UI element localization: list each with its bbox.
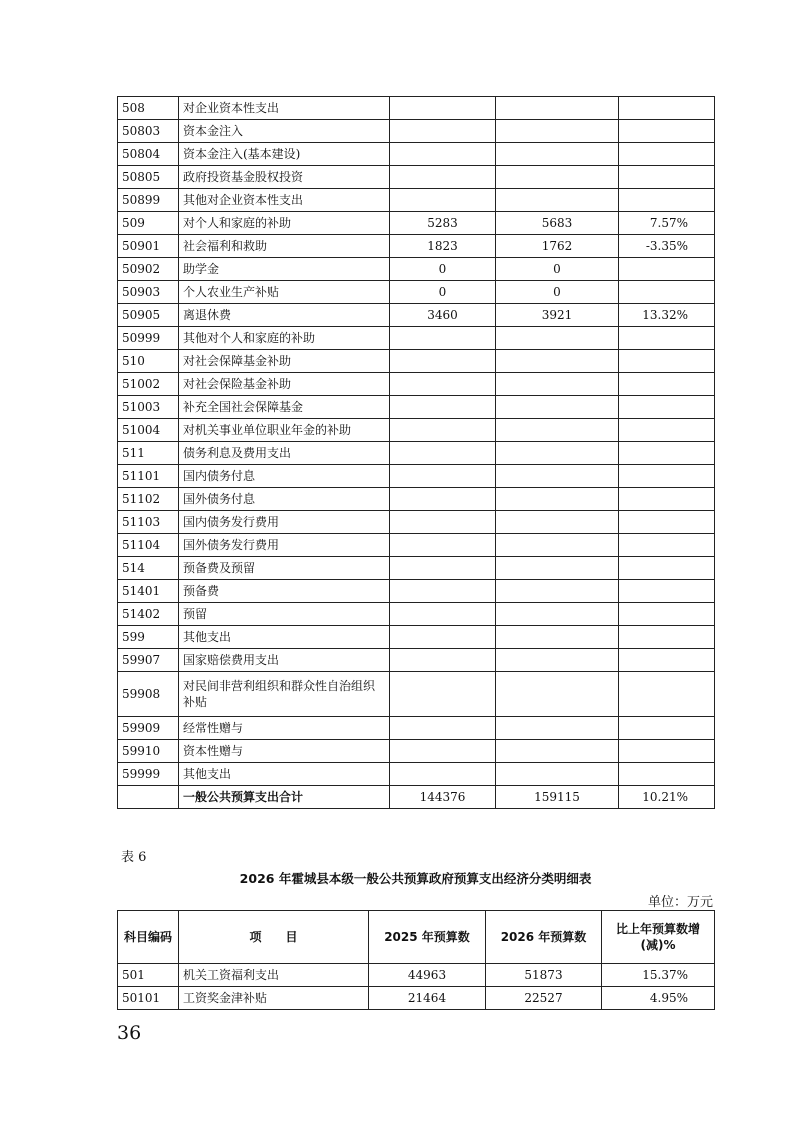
cell-code: 50902 bbox=[118, 258, 179, 281]
cell-item: 其他支出 bbox=[179, 763, 390, 786]
cell-2025 bbox=[390, 189, 496, 212]
cell-code: 51401 bbox=[118, 580, 179, 603]
cell-change bbox=[619, 580, 715, 603]
cell-item: 机关工资福利支出 bbox=[179, 964, 369, 987]
header-2026: 2026 年预算数 bbox=[486, 911, 602, 964]
cell-code: 599 bbox=[118, 626, 179, 649]
cell-2026: 0 bbox=[496, 281, 619, 304]
cell-2025: 0 bbox=[390, 281, 496, 304]
cell-2026 bbox=[496, 763, 619, 786]
cell-code: 51004 bbox=[118, 419, 179, 442]
cell-change bbox=[619, 717, 715, 740]
cell-code: 59908 bbox=[118, 672, 179, 717]
cell-change bbox=[619, 488, 715, 511]
expenditure-table-continued bbox=[117, 96, 715, 809]
cell-2025 bbox=[390, 488, 496, 511]
cell-item: 其他支出 bbox=[179, 626, 390, 649]
cell-code: 51104 bbox=[118, 534, 179, 557]
total-change: 10.21% bbox=[619, 786, 715, 809]
cell-change bbox=[619, 120, 715, 143]
cell-2026 bbox=[496, 373, 619, 396]
cell-2025: 1823 bbox=[390, 235, 496, 258]
table-row bbox=[118, 143, 715, 166]
header-2025: 2025 年预算数 bbox=[369, 911, 486, 964]
cell-2025 bbox=[390, 534, 496, 557]
cell-change bbox=[619, 763, 715, 786]
cell-2026 bbox=[496, 442, 619, 465]
cell-change bbox=[619, 373, 715, 396]
table-row bbox=[118, 465, 715, 488]
table-row bbox=[118, 327, 715, 350]
cell-change bbox=[619, 626, 715, 649]
cell-2025 bbox=[390, 396, 496, 419]
total-row bbox=[118, 786, 715, 809]
cell-change: -3.35% bbox=[619, 235, 715, 258]
cell-2026: 5683 bbox=[496, 212, 619, 235]
table-row bbox=[118, 281, 715, 304]
table-row bbox=[118, 304, 715, 327]
cell-code: 51402 bbox=[118, 603, 179, 626]
cell-item: 其他对个人和家庭的补助 bbox=[179, 327, 390, 350]
cell-2026 bbox=[496, 465, 619, 488]
cell-code: 510 bbox=[118, 350, 179, 373]
cell-2026 bbox=[496, 672, 619, 717]
header-row bbox=[118, 911, 715, 964]
cell-item: 债务利息及费用支出 bbox=[179, 442, 390, 465]
table-row bbox=[118, 419, 715, 442]
cell-2026 bbox=[496, 580, 619, 603]
header-change: 比上年预算数增(减)% bbox=[602, 911, 715, 964]
cell-2025: 5283 bbox=[390, 212, 496, 235]
cell-2026 bbox=[496, 557, 619, 580]
cell-item: 个人农业生产补贴 bbox=[179, 281, 390, 304]
table-row bbox=[118, 672, 715, 717]
cell-change bbox=[619, 350, 715, 373]
cell-code: 50901 bbox=[118, 235, 179, 258]
cell-2025 bbox=[390, 143, 496, 166]
cell-2026 bbox=[496, 534, 619, 557]
table-row bbox=[118, 603, 715, 626]
cell-2026 bbox=[496, 189, 619, 212]
cell-code: 509 bbox=[118, 212, 179, 235]
cell-change bbox=[619, 465, 715, 488]
cell-2026 bbox=[496, 717, 619, 740]
table-label: 表 6 bbox=[121, 850, 147, 865]
cell-2025 bbox=[390, 442, 496, 465]
cell-item: 对社会保障基金补助 bbox=[179, 350, 390, 373]
cell-code: 50903 bbox=[118, 281, 179, 304]
cell-change bbox=[619, 442, 715, 465]
cell-2025 bbox=[390, 373, 496, 396]
cell-item: 补充全国社会保障基金 bbox=[179, 396, 390, 419]
cell-2025 bbox=[390, 465, 496, 488]
cell-2025 bbox=[390, 649, 496, 672]
cell-change bbox=[619, 672, 715, 717]
cell-item: 预备费及预留 bbox=[179, 557, 390, 580]
cell-2026 bbox=[496, 120, 619, 143]
table-row bbox=[118, 396, 715, 419]
cell-2025 bbox=[390, 166, 496, 189]
cell-item: 对企业资本性支出 bbox=[179, 97, 390, 120]
cell-change: 13.32% bbox=[619, 304, 715, 327]
cell-code: 51003 bbox=[118, 396, 179, 419]
cell-code: 59910 bbox=[118, 740, 179, 763]
cell-2026: 0 bbox=[496, 258, 619, 281]
cell-item: 国内债务付息 bbox=[179, 465, 390, 488]
cell-2026 bbox=[496, 603, 619, 626]
cell-change bbox=[619, 396, 715, 419]
cell-2025 bbox=[390, 672, 496, 717]
cell-item: 资本金注入(基本建设) bbox=[179, 143, 390, 166]
cell-2026: 3921 bbox=[496, 304, 619, 327]
cell-2026 bbox=[496, 396, 619, 419]
total-code bbox=[118, 786, 179, 809]
table-row bbox=[118, 235, 715, 258]
cell-code: 51102 bbox=[118, 488, 179, 511]
cell-item: 助学金 bbox=[179, 258, 390, 281]
cell-code: 50899 bbox=[118, 189, 179, 212]
table-row bbox=[118, 763, 715, 786]
cell-code: 50905 bbox=[118, 304, 179, 327]
cell-item: 工资奖金津补贴 bbox=[179, 987, 369, 1010]
cell-2025 bbox=[390, 511, 496, 534]
page-number: 36 bbox=[117, 1022, 142, 1044]
cell-item: 政府投资基金股权投资 bbox=[179, 166, 390, 189]
cell-2026: 51873 bbox=[486, 964, 602, 987]
cell-item: 对个人和家庭的补助 bbox=[179, 212, 390, 235]
cell-2026 bbox=[496, 626, 619, 649]
table-row bbox=[118, 987, 715, 1010]
total-2025: 144376 bbox=[390, 786, 496, 809]
cell-2026 bbox=[496, 350, 619, 373]
header-item: 项 目 bbox=[179, 911, 369, 964]
cell-2025 bbox=[390, 120, 496, 143]
cell-2026 bbox=[496, 649, 619, 672]
cell-2026 bbox=[496, 97, 619, 120]
cell-2025 bbox=[390, 557, 496, 580]
table-row bbox=[118, 511, 715, 534]
cell-item: 离退休费 bbox=[179, 304, 390, 327]
cell-change: 15.37% bbox=[602, 964, 715, 987]
cell-2025 bbox=[390, 763, 496, 786]
cell-code: 514 bbox=[118, 557, 179, 580]
unit-label: 单位：万元 bbox=[647, 895, 713, 910]
cell-2026 bbox=[496, 166, 619, 189]
cell-item: 国外债务发行费用 bbox=[179, 534, 390, 557]
cell-code: 511 bbox=[118, 442, 179, 465]
cell-2026 bbox=[496, 419, 619, 442]
table-title: 2026 年霍城县本级一般公共预算政府预算支出经济分类明细表 bbox=[239, 871, 592, 886]
total-label: 一般公共预算支出合计 bbox=[179, 786, 390, 809]
cell-item: 预留 bbox=[179, 603, 390, 626]
header-code: 科目编码 bbox=[118, 911, 179, 964]
cell-2025 bbox=[390, 740, 496, 763]
cell-code: 508 bbox=[118, 97, 179, 120]
table-row bbox=[118, 740, 715, 763]
cell-2026 bbox=[496, 740, 619, 763]
cell-2025 bbox=[390, 580, 496, 603]
cell-change bbox=[619, 166, 715, 189]
cell-code: 51103 bbox=[118, 511, 179, 534]
cell-2025: 21464 bbox=[369, 987, 486, 1010]
cell-change: 7.57% bbox=[619, 212, 715, 235]
cell-item: 资本金注入 bbox=[179, 120, 390, 143]
cell-item: 社会福利和救助 bbox=[179, 235, 390, 258]
table-row bbox=[118, 649, 715, 672]
table-row bbox=[118, 212, 715, 235]
cell-code: 59999 bbox=[118, 763, 179, 786]
cell-code: 50999 bbox=[118, 327, 179, 350]
cell-2025 bbox=[390, 419, 496, 442]
cell-2025 bbox=[390, 97, 496, 120]
cell-code: 501 bbox=[118, 964, 179, 987]
cell-code: 51101 bbox=[118, 465, 179, 488]
table-row bbox=[118, 964, 715, 987]
table-row bbox=[118, 258, 715, 281]
cell-2025: 3460 bbox=[390, 304, 496, 327]
cell-item: 经常性赠与 bbox=[179, 717, 390, 740]
cell-change bbox=[619, 258, 715, 281]
cell-code: 50805 bbox=[118, 166, 179, 189]
cell-change bbox=[619, 97, 715, 120]
cell-change bbox=[619, 143, 715, 166]
cell-change bbox=[619, 649, 715, 672]
cell-2025 bbox=[390, 327, 496, 350]
table-row bbox=[118, 534, 715, 557]
cell-2026: 22527 bbox=[486, 987, 602, 1010]
cell-change: 4.95% bbox=[602, 987, 715, 1010]
table-row bbox=[118, 97, 715, 120]
table-row bbox=[118, 120, 715, 143]
table-row bbox=[118, 580, 715, 603]
cell-2026 bbox=[496, 143, 619, 166]
cell-item: 对社会保险基金补助 bbox=[179, 373, 390, 396]
cell-change bbox=[619, 740, 715, 763]
table-row bbox=[118, 557, 715, 580]
cell-item: 预备费 bbox=[179, 580, 390, 603]
table-row bbox=[118, 166, 715, 189]
table-row bbox=[118, 488, 715, 511]
cell-code: 50803 bbox=[118, 120, 179, 143]
cell-2025 bbox=[390, 717, 496, 740]
cell-change bbox=[619, 511, 715, 534]
cell-2026 bbox=[496, 488, 619, 511]
cell-2026 bbox=[496, 327, 619, 350]
cell-2025 bbox=[390, 626, 496, 649]
cell-change bbox=[619, 281, 715, 304]
cell-item: 资本性赠与 bbox=[179, 740, 390, 763]
cell-item: 其他对企业资本性支出 bbox=[179, 189, 390, 212]
cell-2025 bbox=[390, 603, 496, 626]
cell-2025: 0 bbox=[390, 258, 496, 281]
cell-2026 bbox=[496, 511, 619, 534]
cell-change bbox=[619, 419, 715, 442]
cell-2025: 44963 bbox=[369, 964, 486, 987]
cell-code: 59909 bbox=[118, 717, 179, 740]
cell-item: 国内债务发行费用 bbox=[179, 511, 390, 534]
cell-change bbox=[619, 557, 715, 580]
cell-2026: 1762 bbox=[496, 235, 619, 258]
cell-change bbox=[619, 327, 715, 350]
cell-code: 59907 bbox=[118, 649, 179, 672]
cell-item: 对机关事业单位职业年金的补助 bbox=[179, 419, 390, 442]
cell-change bbox=[619, 189, 715, 212]
table-row bbox=[118, 717, 715, 740]
table-row bbox=[118, 189, 715, 212]
cell-item: 国家赔偿费用支出 bbox=[179, 649, 390, 672]
table-row bbox=[118, 626, 715, 649]
cell-item: 国外债务付息 bbox=[179, 488, 390, 511]
economic-classification-table bbox=[117, 910, 715, 1010]
cell-change bbox=[619, 534, 715, 557]
total-2026: 159115 bbox=[496, 786, 619, 809]
cell-change bbox=[619, 603, 715, 626]
cell-code: 51002 bbox=[118, 373, 179, 396]
cell-2025 bbox=[390, 350, 496, 373]
table-row bbox=[118, 373, 715, 396]
table-row bbox=[118, 350, 715, 373]
cell-code: 50804 bbox=[118, 143, 179, 166]
table-row bbox=[118, 442, 715, 465]
cell-item: 对民间非营利组织和群众性自治组织补贴 bbox=[179, 672, 390, 717]
cell-code: 50101 bbox=[118, 987, 179, 1010]
